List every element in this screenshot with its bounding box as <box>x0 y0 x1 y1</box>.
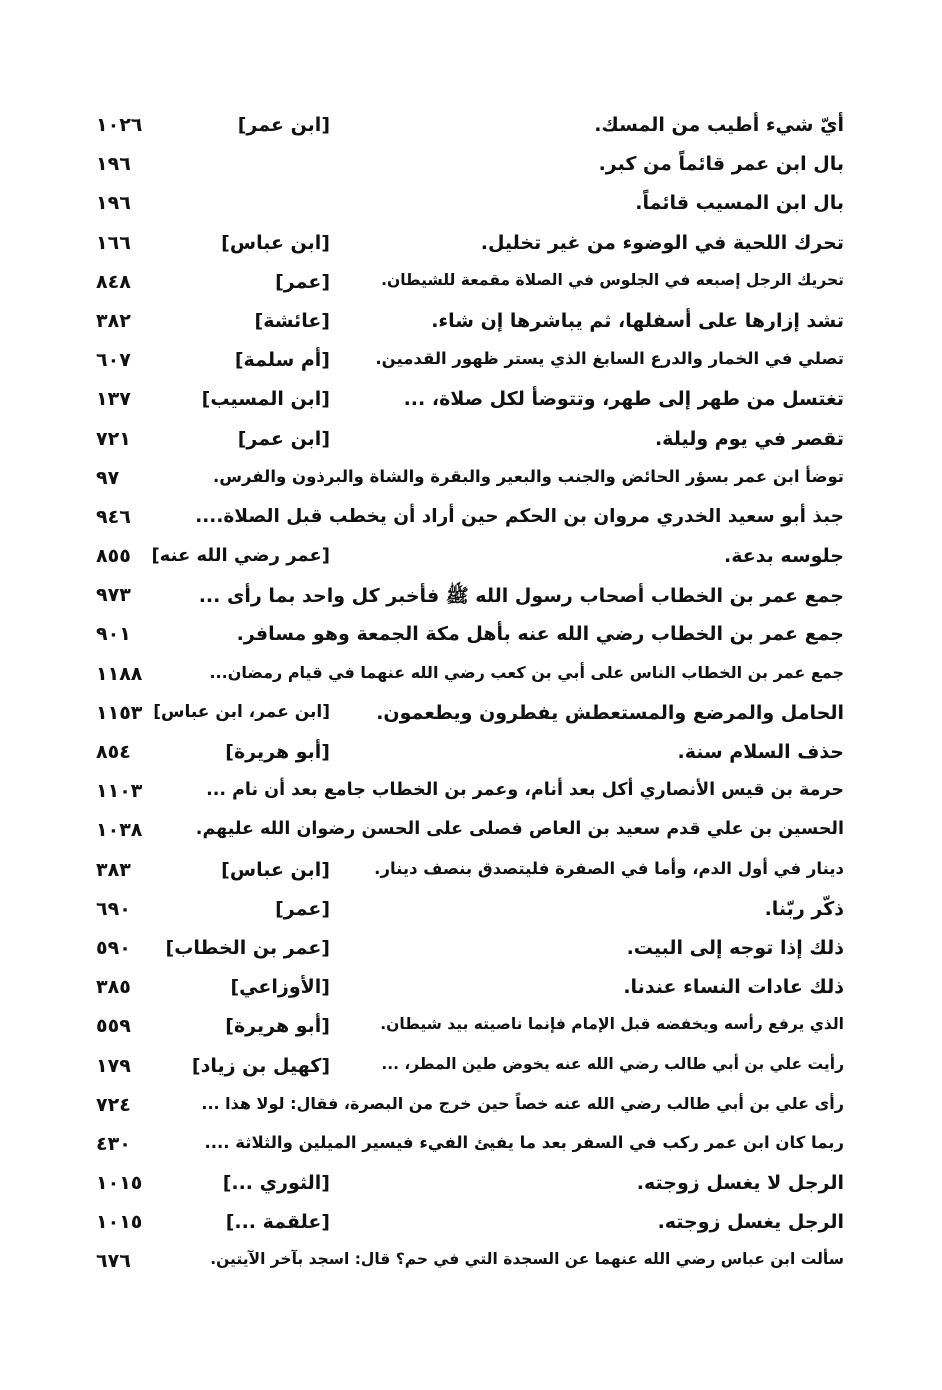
entry-text: الرجل يغسل زوجته. <box>657 1211 844 1234</box>
entry-text: جبذ أبو سعيد الخدري مروان بن الحكم حين أراد أن يخطب قبل الصلاة.... <box>195 505 844 527</box>
index-entry <box>0 1049 942 1088</box>
entry-text: جمع عمر بن الخطاب رضي الله عنه بأهل مكة الجمعة وهو مسافر. <box>236 623 844 646</box>
index-entry <box>0 617 942 656</box>
entry-text: ذلك إذا توجه إلى البيت. <box>626 936 844 959</box>
entry-text: الحامل والمرضع والمستعطش يفطرون ويطعمون. <box>376 701 844 724</box>
entry-text: تغتسل من طهر إلى طهر، وتتوضأ لكل صلاة، ... <box>403 388 844 411</box>
entry-text: تحريك الرجل إصبعه في الجلوس في الصلاة مقمعة للشيطان. <box>381 270 844 289</box>
entry-page-number: ١٠٢٦ <box>96 114 143 136</box>
index-entry <box>0 931 942 970</box>
entry-text: الرجل لا يغسل زوجته. <box>636 1172 844 1195</box>
entry-page-number: ١٦٦ <box>96 231 131 254</box>
entry-page-number: ١١٠٣ <box>96 780 143 803</box>
entry-page-number: ٣٨٣ <box>96 858 131 881</box>
entry-source: [الأوزاعي] <box>230 976 330 999</box>
entry-page-number: ١١٨٨ <box>96 662 143 685</box>
entry-page-number: ٧٢١ <box>96 427 131 450</box>
entry-text: تقصر في يوم وليلة. <box>654 427 844 450</box>
index-entry <box>0 853 942 892</box>
entry-page-number: ٦٩٠ <box>96 897 131 920</box>
entry-text: الحسين بن علي قدم سعيد بن العاص فصلى على الحسن رضوان الله عليهم. <box>195 819 844 840</box>
entry-page-number: ٨٥٤ <box>96 741 131 763</box>
entry-text: ذكّر ربّنا. <box>764 897 844 920</box>
entry-source: [عمر] <box>275 270 330 293</box>
entry-source: [ابن عمر] <box>237 427 330 450</box>
entry-page-number: ١٩٦ <box>96 153 131 176</box>
entry-page-number: ٩٧ <box>96 466 120 489</box>
index-entry <box>0 304 942 343</box>
index-entry <box>0 539 942 578</box>
entry-page-number: ٣٨٢ <box>96 309 131 332</box>
entry-page-number: ١٠٣٨ <box>96 819 143 842</box>
entry-page-number: ٣٨٥ <box>96 976 131 999</box>
entry-text: رأى علي بن أبي طالب رضي الله عنه خصاً حين خرج من البصرة، فقال: لولا هذا ... <box>201 1093 844 1113</box>
index-entry <box>0 1166 942 1205</box>
entry-text: الذي يرفع رأسه ويخفضه قبل الإمام فإنما ناصيته بيد شيطان. <box>380 1015 844 1034</box>
entry-text: رأيت علي بن أبي طالب رضي الله عنه يخوض طين المطر، ... <box>381 1054 844 1073</box>
entry-text: جلوسه بدعة. <box>723 545 844 568</box>
index-entry <box>0 1244 942 1283</box>
entry-page-number: ١٠١٥ <box>96 1172 143 1195</box>
entry-source: [عمر بن الخطاب] <box>165 936 330 959</box>
entry-page-number: ١٠١٥ <box>96 1211 143 1234</box>
entry-source: [علقمة ...] <box>225 1211 330 1234</box>
index-entry <box>0 500 942 539</box>
entry-source: [عمر رضي الله عنه] <box>151 545 330 567</box>
entry-text: تشد إزارها على أسفلها، ثم يباشرها إن شاء. <box>431 309 844 332</box>
entry-source: [ابن عمر] <box>237 114 330 136</box>
entry-page-number: ٩٧٣ <box>96 584 131 607</box>
entry-text: ذلك عادات النساء عندنا. <box>623 976 844 999</box>
index-entry <box>0 265 942 304</box>
index-entry <box>0 1205 942 1244</box>
entry-text: تصلي في الخمار والدرع السابغ الذي يستر ظهور القدمين. <box>375 349 844 369</box>
entry-text: توضأ ابن عمر بسؤر الحائض والجنب والبعير والبقرة والشاة والبرذون والفرس. <box>212 466 844 486</box>
entry-text: دينار في أول الدم، وأما في الصفرة فليتصدق بنصف دينار. <box>374 858 844 878</box>
entry-page-number: ٩٠١ <box>96 623 131 646</box>
entry-text: حرمة بن قيس الأنصاري أكل بعد أنام، وعمر بن الخطاب جامع بعد أن نام ... <box>206 780 844 801</box>
entry-source: [أم سلمة] <box>234 349 330 372</box>
index-entry <box>0 343 942 382</box>
index-entry <box>0 382 942 421</box>
index-entry <box>0 226 942 265</box>
entry-page-number: ٥٩٠ <box>96 936 131 959</box>
index-entry <box>0 892 942 931</box>
entry-source: [عمر] <box>275 897 330 920</box>
entry-page-number: ٧٢٤ <box>96 1093 131 1116</box>
entry-page-number: ١٧٩ <box>96 1054 131 1077</box>
entry-source: [ابن عمر، ابن عباس] <box>153 701 330 722</box>
entry-text: أيّ شيء أطيب من المسك. <box>594 114 844 136</box>
index-entry <box>0 813 942 852</box>
index-entry <box>0 422 942 461</box>
entry-source: [كهيل بن زياد] <box>191 1054 330 1077</box>
entry-page-number: ٥٥٩ <box>96 1015 131 1038</box>
index-list <box>0 108 942 1284</box>
entry-source: [ابن عباس] <box>221 858 330 881</box>
entry-page-number: ٦٧٦ <box>96 1250 131 1273</box>
index-entry <box>0 578 942 617</box>
entry-text: جمع عمر بن الخطاب أصحاب رسول الله ﷺ فأخبر كل واحد بما رأى ... <box>198 585 844 608</box>
entry-page-number: ٩٤٦ <box>96 505 131 528</box>
entry-text: حذف السلام سنة. <box>677 741 844 763</box>
entry-text: تحرك اللحية في الوضوء من غير تخليل. <box>480 231 844 254</box>
index-entry <box>0 1088 942 1127</box>
entry-text: بال ابن المسيب قائماً. <box>635 192 844 215</box>
entry-source: [أبو هريرة] <box>225 1015 330 1038</box>
entry-text: ربما كان ابن عمر ركب في السفر بعد ما يفيئ الفيء فيسير الميلين والثلاثة .... <box>204 1132 844 1152</box>
entry-page-number: ١٣٧ <box>96 388 131 411</box>
entry-page-number: ٨٥٥ <box>96 545 131 568</box>
entry-source: [ابن المسيب] <box>201 388 330 411</box>
index-entry <box>0 108 942 147</box>
entry-source: [أبو هريرة] <box>225 741 330 763</box>
index-entry <box>0 147 942 186</box>
entry-text: جمع عمر بن الخطاب الناس على أبي بن كعب رضي الله عنهما في قيام رمضان... <box>209 662 844 682</box>
entry-page-number: ١١٥٣ <box>96 701 143 724</box>
entry-page-number: ٦٠٧ <box>96 349 131 372</box>
index-entry <box>0 186 942 225</box>
entry-text: سألت ابن عباس رضي الله عنهما عن السجدة التي في حم؟ قال: اسجد بآخر الآيتين. <box>210 1250 844 1269</box>
entry-page-number: ١٩٦ <box>96 192 131 215</box>
index-entry <box>0 696 942 735</box>
index-entry <box>0 1127 942 1166</box>
entry-text: بال ابن عمر قائماً من كبر. <box>598 153 844 176</box>
index-entry <box>0 735 942 774</box>
index-entry <box>0 774 942 813</box>
index-entry <box>0 461 942 500</box>
entry-source: [عائشة] <box>254 309 330 332</box>
entry-source: [الثوري ...] <box>222 1172 330 1195</box>
index-entry <box>0 970 942 1009</box>
entry-source: [ابن عباس] <box>221 231 330 254</box>
index-entry <box>0 657 942 696</box>
index-entry <box>0 1009 942 1048</box>
entry-page-number: ٤٣٠ <box>96 1132 131 1155</box>
entry-page-number: ٨٤٨ <box>96 270 131 293</box>
